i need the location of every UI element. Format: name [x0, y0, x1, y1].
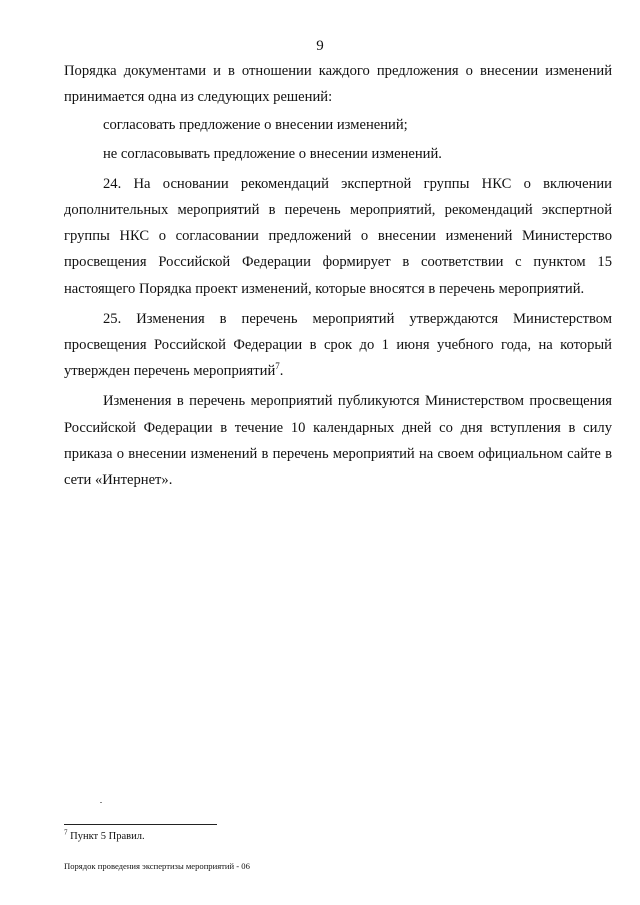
page-number: 9 [316, 38, 324, 54]
paragraph-option-approve: согласовать предложение о внесении изменений; [103, 117, 408, 134]
paragraph-option-reject: не согласовывать предложение о внесении изменений. [103, 145, 442, 162]
footnote-7 [64, 830, 145, 844]
document-body [64, 58, 612, 495]
paragraph-item-24: 24. На основании рекомендаций экспертной группы НКС о включении дополнительных мероприятий в перечень мероприятий, рекомендаций экспертной группы НКС о согласовании предложений о внесении изменений Министерство просвещения Российской Федерации формирует в соответствии с пунктом 15 настоящего Порядка проект изменений, которые вносятся в перечень мероприятий. [64, 175, 612, 297]
paragraph-item-25-end: . [279, 363, 284, 380]
footnote-marker: 7 [64, 828, 68, 837]
footnote-divider [64, 824, 217, 825]
paragraph-decision-intro: Порядка документами и в отношении каждого предложения о внесении изменений принимается одна из следующих решений: [64, 63, 612, 106]
paragraph-publication: Изменения в перечень мероприятий публикуются Министерством просвещения Российской Федерации в течение 10 календарных дней со дня вступления в силу приказа о внесении изменений в перечень мероприятий на своем официальном сайте в сети «Интернет». [64, 393, 612, 489]
paragraph-item-25-text: 25. Изменения в перечень мероприятий утверждаются Министерством просвещения Российской Федерации в срок до 1 июня учебного года, на который утвержден перечень мероприятий [64, 310, 612, 380]
document-footer: Порядок проведения экспертизы мероприятий - 06 [64, 861, 250, 871]
footnote-reference: 7 [275, 361, 280, 372]
footnote-text: Пункт 5 Правил. [67, 831, 145, 842]
scan-speck [100, 802, 102, 803]
paragraph-item-25 [64, 306, 612, 385]
